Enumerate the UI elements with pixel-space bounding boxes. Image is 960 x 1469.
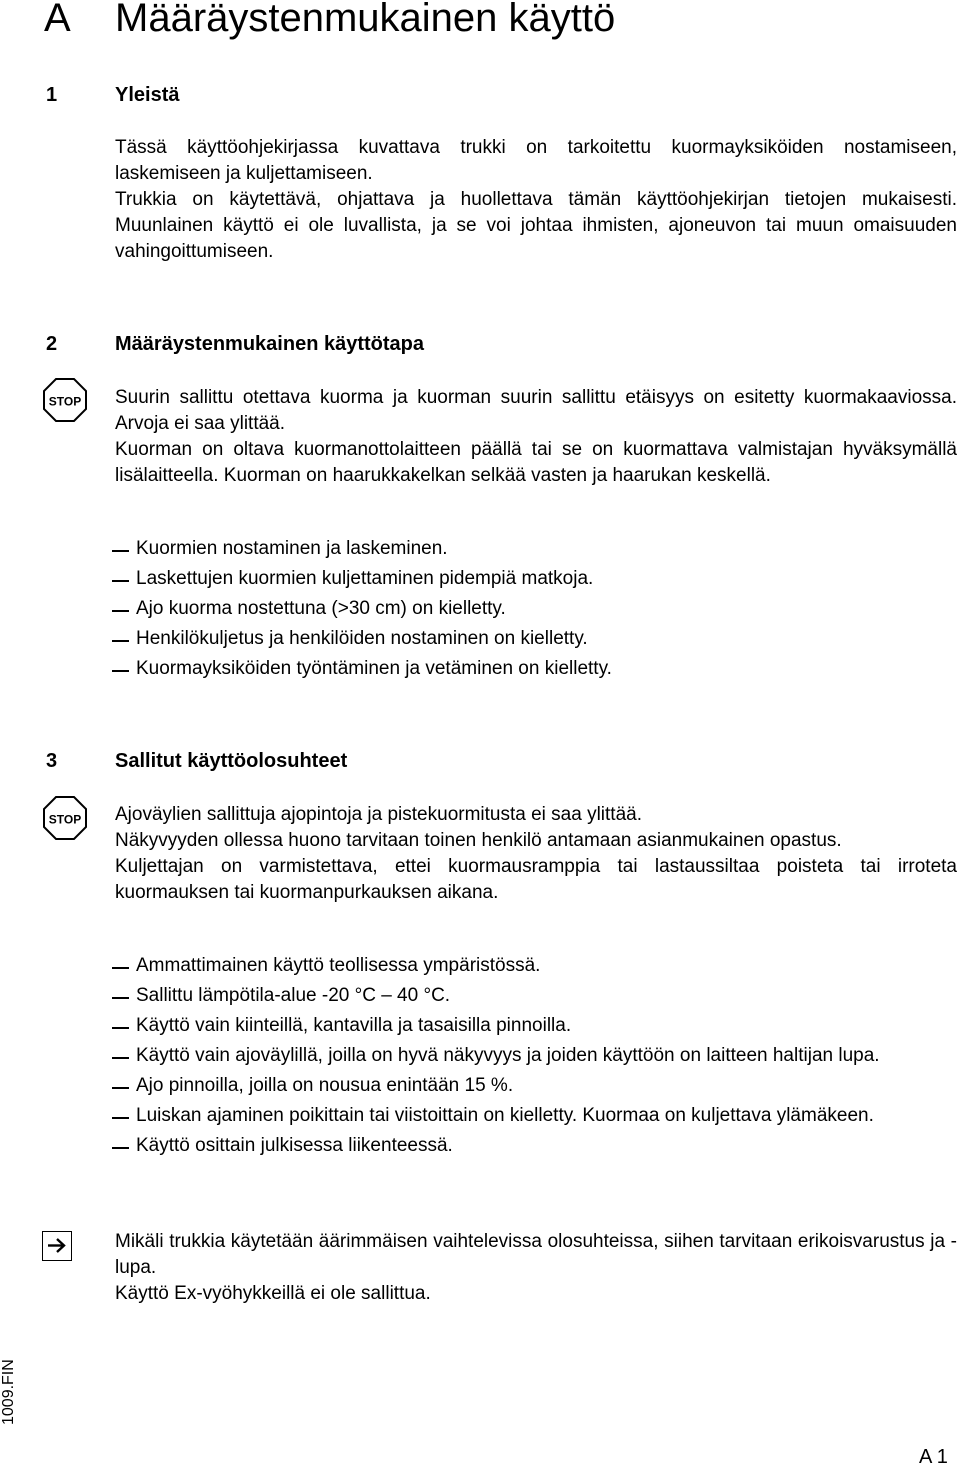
section-2-body — [115, 385, 957, 489]
list-item: Käyttö vain kiinteillä, kantavilla ja tasaisilla pinnoilla. — [112, 1013, 957, 1039]
section-1-number: 1 — [46, 84, 58, 106]
list-item: Sallittu lämpötila-alue -20 °C – 40 °C. — [112, 983, 957, 1009]
section-1-body — [115, 135, 957, 265]
section-3-paragraph: Ajoväylien sallittuja ajopintoja ja pistekuormitusta ei saa ylittää. — [115, 804, 642, 825]
arrow-right-icon — [42, 1231, 72, 1261]
svg-text:STOP: STOP — [48, 394, 82, 409]
list-item: Kuormien nostaminen ja laskeminen. — [112, 536, 957, 562]
section-3-body — [115, 802, 957, 906]
chapter-title: Määräystenmukainen käyttö — [115, 0, 616, 40]
section-3-list — [112, 953, 957, 1163]
page-number: A 1 — [919, 1446, 948, 1468]
list-item: Laskettujen kuormien kuljettaminen pidempiä matkoja. — [112, 566, 957, 592]
section-3-paragraph: Näkyvyyden ollessa huono tarvitaan toinen henkilö antamaan asianmukainen opastus. — [115, 830, 842, 851]
list-item: Käyttö vain ajoväylillä, joilla on hyvä näkyvyys ja joiden käyttöön on laitteen haltijan lupa. — [112, 1043, 957, 1069]
chapter-letter: A — [44, 0, 71, 40]
list-item: Henkilökuljetus ja henkilöiden nostaminen on kielletty. — [112, 626, 957, 652]
section-3-paragraph: Kuljettajan on varmistettava, ettei kuormausramppia tai lastaussiltaa poisteta tai irroteta kuormauksen tai kuormanpurkauksen aikana. — [115, 856, 957, 903]
section-1-title: Yleistä — [115, 84, 180, 106]
document-code: 1009.FIN — [0, 1359, 17, 1425]
section-1-paragraph: Trukkia on käytettävä, ohjattava ja huollettava tämän käyttöohjekirjan tietojen mukaisesti. Muunlainen käyttö ei ole luvallista, ja se voi johtaa ihmisten, ajoneuvon tai muun omaisuuden vahingoittumiseen. — [115, 189, 957, 262]
list-item: Käyttö osittain julkisessa liikenteessä. — [112, 1133, 957, 1159]
list-item: Kuormayksiköiden työntäminen ja vetäminen on kielletty. — [112, 656, 957, 682]
section-2-title: Määräystenmukainen käyttötapa — [115, 333, 425, 355]
svg-text:STOP: STOP — [48, 812, 82, 827]
section-2-list — [112, 536, 957, 686]
section-2-paragraph: Suurin sallittu otettava kuorma ja kuorman suurin sallittu etäisyys on esitetty kuormakaaviossa. Arvoja ei saa ylittää. — [115, 387, 957, 434]
stop-sign-icon — [42, 377, 88, 423]
list-item: Ajo kuorma nostettuna (>30 cm) on kielletty. — [112, 596, 957, 622]
section-2-paragraph: Kuorman on oltava kuormanottolaitteen päällä tai se on kuormattava valmistajan hyväksymällä lisälaitteella. Kuorman on haarukkakelkan selkää vasten ja haarukan keskellä. — [115, 439, 957, 486]
note-paragraph: Mikäli trukkia käytetään äärimmäisen vaihtelevissa olosuhteissa, siihen tarvitaan erikoisvarustus ja -lupa. — [115, 1231, 957, 1278]
stop-sign-icon — [42, 795, 88, 841]
section-2-number: 2 — [46, 333, 58, 355]
section-3-number: 3 — [46, 750, 58, 772]
list-item: Luiskan ajaminen poikittain tai viistoittain on kielletty. Kuormaa on kuljettava ylämäkeen. — [112, 1103, 957, 1129]
note-body — [115, 1229, 957, 1307]
list-item: Ajo pinnoilla, joilla on nousua enintään 15 %. — [112, 1073, 957, 1099]
note-paragraph: Käyttö Ex-vyöhykkeillä ei ole sallittua. — [115, 1283, 431, 1304]
section-3-title: Sallitut käyttöolosuhteet — [115, 750, 348, 772]
list-item: Ammattimainen käyttö teollisessa ympäristössä. — [112, 953, 957, 979]
section-1-paragraph: Tässä käyttöohjekirjassa kuvattava trukki on tarkoitettu kuormayksiköiden nostamiseen, laskemiseen ja kuljettamiseen. — [115, 137, 957, 184]
